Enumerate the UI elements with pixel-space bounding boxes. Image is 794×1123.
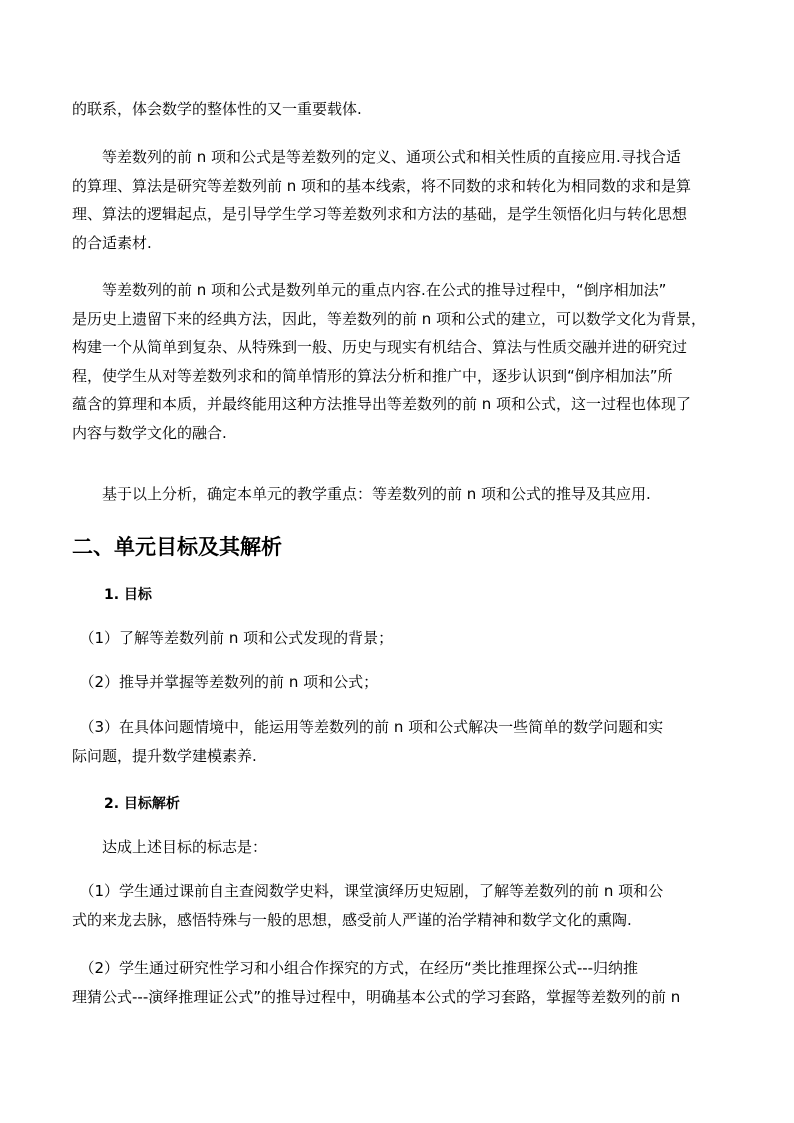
paragraph-intro-tail: [72, 95, 724, 124]
text-line: 程，使学生从对等差数列求和的简单情形的算法分析和推广中，逐步认识到“倒序相加法”所: [72, 366, 673, 385]
text-line: 内容与数学文化的融合.: [72, 423, 227, 442]
text-line: 理猜公式---演绎推理证公式”的推导过程中，明确基本公式的学习套路，掌握等差数列的前 n: [72, 987, 681, 1006]
paragraph-sum-formula-basis: [72, 143, 724, 257]
text-line: 式的来龙去脉，感悟特殊与一般的思想，感受前人严谨的治学精神和数学文化的熏陶.: [72, 910, 632, 929]
text-line: 际问题，提升数学建模素养.: [72, 746, 257, 765]
analysis-item-2: [72, 954, 724, 1011]
paragraph-math-culture: [72, 276, 724, 447]
text-line: 等差数列的前 n 项和公式是数列单元的重点内容.在公式的推导过程中，“倒序相加法”: [72, 281, 667, 299]
analysis-item-1: [72, 877, 724, 934]
text-line: （1）了解等差数列前 n 项和公式发现的背景；: [72, 629, 394, 647]
text-line: 等差数列的前 n 项和公式是等差数列的定义、通项公式和相关性质的直接应用.寻找合适: [72, 148, 681, 166]
text-line: 蕴含的算理和本质，并最终能用这种方法推导出等差数列的前 n 项和公式，这一过程也体现了: [72, 395, 692, 413]
text-line: （2）学生通过研究性学习和小组合作探究的方式，在经历“类比推理探公式---归纳推: [72, 959, 639, 977]
goal-item-2: [72, 668, 724, 697]
text-line: 的联系，体会数学的整体性的又一重要载体.: [72, 100, 362, 118]
text-line: 的算理、算法是研究等差数列前 n 项和的基本线索，将不同数的求和转化为相同数的求和是算: [72, 176, 692, 195]
text-line: 是历史上遗留下来的经典方法，因此，等差数列的前 n 项和公式的建立，可以数学文化为背景，: [72, 309, 707, 328]
text-line: 基于以上分析，确定本单元的教学重点：等差数列的前 n 项和公式的推导及其应用.: [72, 485, 651, 503]
subsection-heading-goals: 1. 目标: [104, 587, 152, 603]
paragraph-criteria-intro: [72, 833, 724, 862]
text-line: （1）学生通过课前自主查阅数学史料，课堂演绎历史短剧，了解等差数列的前 n 项和公: [72, 882, 664, 900]
text-line: （3）在具体问题情境中，能运用等差数列的前 n 项和公式解决一些简单的数学问题和实: [72, 718, 664, 736]
subsection-heading-goal-analysis: 2. 目标解析: [104, 796, 180, 812]
section-heading: 二、单元目标及其解析: [72, 535, 282, 559]
text-line: 理、算法的逻辑起点，是引导学生学习等差数列求和方法的基础，是学生领悟化归与转化思想: [72, 205, 688, 223]
goal-item-1: [72, 624, 724, 653]
text-line: 构建一个从简单到复杂、从特殊到一般、历史与现实有机结合、算法与性质交融并进的研究过: [72, 338, 688, 356]
text-line: （2）推导并掌握等差数列的前 n 项和公式；: [72, 673, 379, 691]
text-line: 达成上述目标的标志是：: [72, 838, 268, 856]
goal-item-3: [72, 713, 724, 770]
paragraph-teaching-focus: [72, 480, 724, 509]
text-line: 的合适素材.: [72, 233, 152, 252]
